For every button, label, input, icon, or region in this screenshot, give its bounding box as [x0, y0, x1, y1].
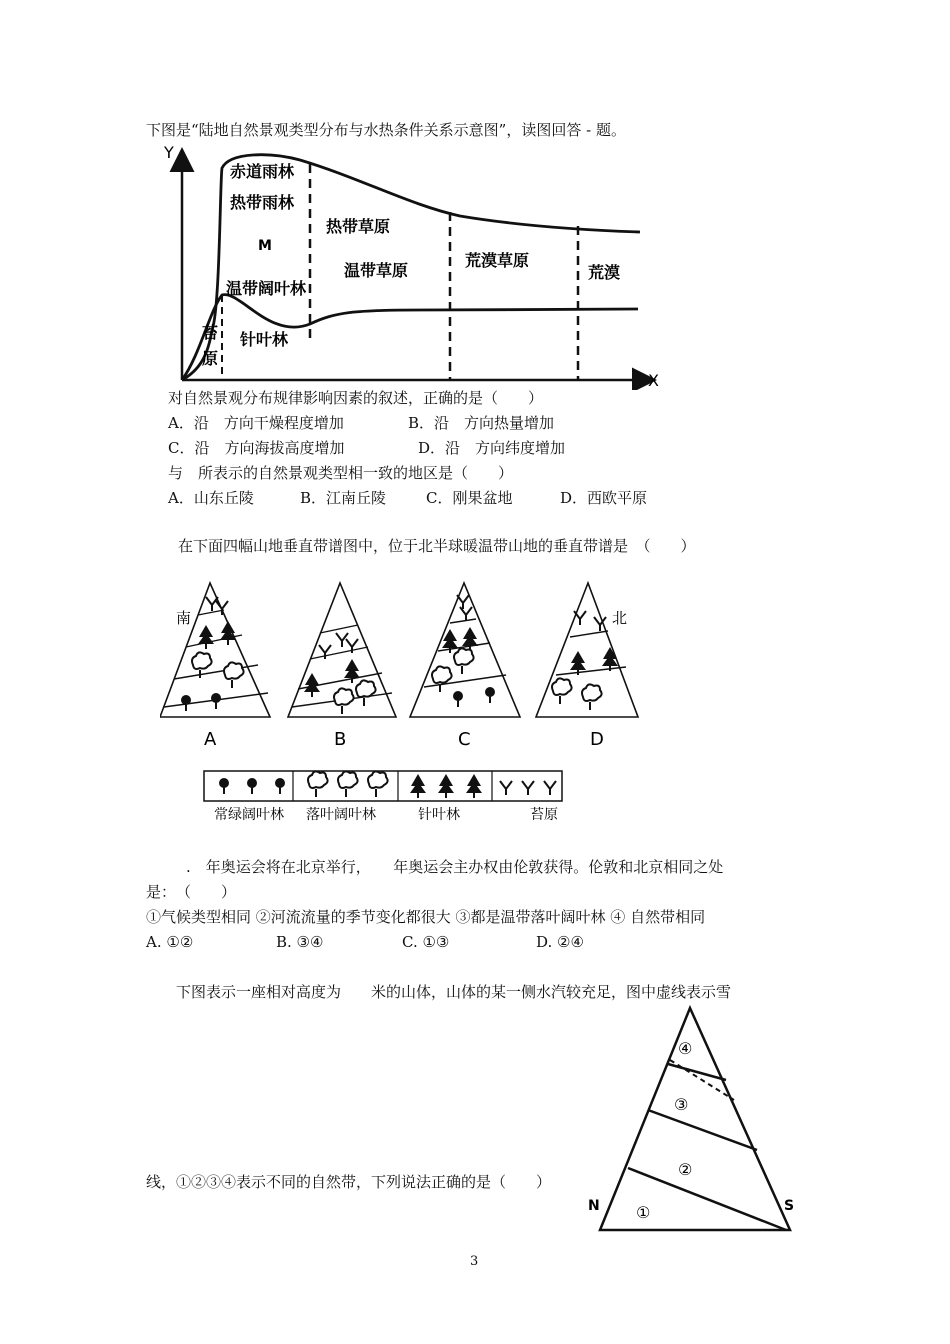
- q1-sub1-option-c: C．沿 方向海拔高度增加: [168, 439, 345, 457]
- q1-sub1-option-a: A．沿 方向干燥程度增加: [168, 414, 344, 432]
- x-axis-label: X: [648, 371, 659, 390]
- triangle-b: [288, 583, 396, 717]
- label-temperate-grassland: 温带草原: [344, 261, 409, 280]
- q1-sub2-stem: 与 所表示的自然景观类型相一致的地区是（ ）: [168, 464, 514, 482]
- label-m: M: [258, 238, 272, 254]
- label-equatorial-rainforest: 赤道雨林: [230, 162, 295, 181]
- q2-stem: 在下面四幅山地垂直带谱图中，位于北半球暖温带山地的垂直带谱是 （ ）: [178, 537, 696, 555]
- north-side-label: N: [588, 1198, 600, 1214]
- triangle-c: [410, 583, 520, 717]
- q4-line2: 线，①②③④表示不同的自然带，下列说法正确的是（ ）: [146, 1173, 552, 1191]
- north-label: 北: [612, 609, 628, 627]
- legend-evergreen: 常绿阔叶林: [214, 807, 284, 823]
- label-coniferous: 针叶林: [240, 330, 289, 349]
- q1-intro: 下图是“陆地自然景观类型分布与水热条件关系示意图”，读图回答 - 题。: [146, 121, 626, 139]
- letter-c: C: [458, 729, 471, 750]
- q1-sub2-option-b: B．江南丘陵: [300, 489, 387, 507]
- q3-option-a: A. ①②: [146, 933, 194, 951]
- south-label: 南: [176, 609, 192, 627]
- q1-sub1-stem: 对自然景观分布规律影响因素的叙述，正确的是（ ）: [168, 389, 544, 407]
- q3-option-d: D. ②④: [536, 933, 584, 951]
- y-axis-label: Y: [164, 143, 174, 162]
- q1-sub1-option-d: D．沿 方向纬度增加: [418, 439, 566, 457]
- q3-line1: . 年奥运会将在北京举行， 年奥运会主办权由伦敦获得。伦敦和北京相同之处: [186, 858, 724, 876]
- label-desert: 荒漠: [588, 263, 621, 282]
- legend-coniferous: 针叶林: [418, 807, 460, 823]
- label-desert-grassland: 荒漠草原: [465, 251, 530, 270]
- label-tropical-grassland: 热带草原: [326, 217, 391, 236]
- zone-2-label: ②: [678, 1160, 693, 1179]
- label-temperate-broadleaf: 温带阔叶林: [226, 279, 307, 298]
- south-side-label: S: [784, 1198, 795, 1214]
- zone-1-label: ①: [636, 1203, 651, 1222]
- vertical-zonation-figure: [160, 575, 640, 835]
- triangle-a: [160, 583, 270, 717]
- page-number: 3: [470, 1254, 479, 1269]
- q1-sub2-option-a: A．山东丘陵: [168, 489, 254, 507]
- label-tropical-rainforest: 热带雨林: [230, 193, 295, 212]
- zone-3-label: ③: [674, 1095, 689, 1114]
- label-tundra-1: 苔: [202, 323, 219, 342]
- letter-d: D: [590, 729, 604, 750]
- triangle-d: [536, 583, 638, 717]
- legend: [204, 771, 562, 801]
- q3-line2: 是： （ ）: [146, 883, 237, 901]
- q3-option-b: B. ③④: [276, 933, 324, 951]
- legend-deciduous: 落叶阔叶林: [306, 807, 376, 823]
- letter-b: B: [334, 729, 347, 750]
- q3-options: ①气候类型相同 ②河流流量的季节变化都很大 ③都是温带落叶阔叶林 ④ 自然带相同: [146, 908, 706, 926]
- legend-tundra: 苔原: [530, 807, 558, 823]
- q1-sub2-option-d: D．西欧平原: [560, 489, 648, 507]
- q1-sub1-option-b: B．沿 方向热量增加: [408, 414, 555, 432]
- mountain-figure: [580, 1000, 810, 1250]
- q1-sub2-option-c: C．刚果盆地: [426, 489, 513, 507]
- label-tundra-2: 原: [202, 349, 219, 368]
- q4-line1: 下图表示一座相对高度为 米的山体，山体的某一侧水汽较充足，图中虚线表示雪: [176, 983, 732, 1001]
- letter-a: A: [204, 729, 217, 750]
- zone-4-label: ④: [678, 1039, 693, 1058]
- q3-option-c: C. ①③: [402, 933, 450, 951]
- landscape-diagram: [160, 140, 680, 390]
